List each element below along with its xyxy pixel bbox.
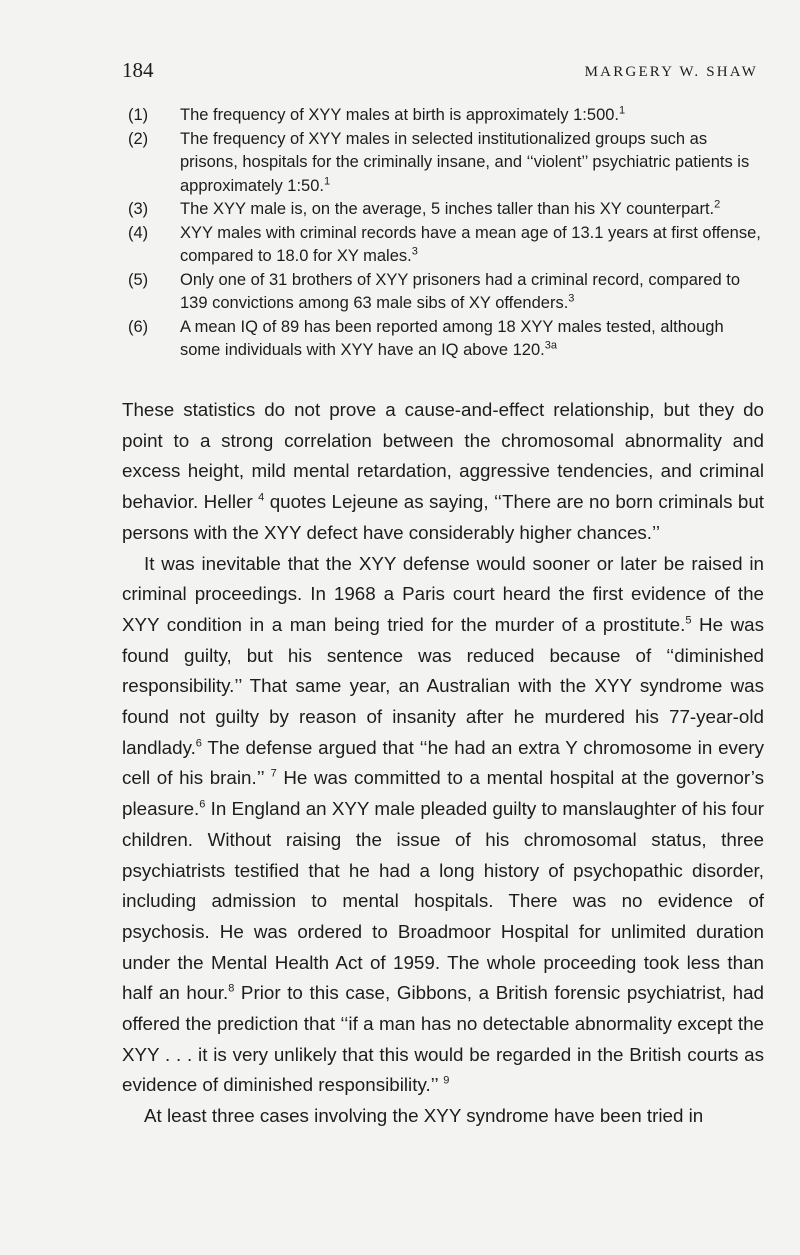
page-number: 184 <box>122 58 154 82</box>
item-number: (1) <box>128 106 149 124</box>
footnote-ref: 4 <box>258 491 265 504</box>
list-item <box>128 104 764 128</box>
paragraph-text: Prior to this case, Gibbons, a British forensic psychiatrist, had offered the prediction that ‘‘if a man has no detectable abnormality except the XYY . . . it is very unlikely that this would be regarded in the British courts as evidence of diminished responsibility.’’ <box>122 982 764 1096</box>
paragraph-text: He was committed to a mental hospital at the governor’s pleasure. <box>122 767 765 820</box>
list-item <box>128 269 764 316</box>
footnote-ref: 3 <box>411 245 418 258</box>
footnote-ref: 5 <box>685 614 692 627</box>
item-text: XYY males with criminal records have a mean age of 13.1 years at first offense, compared to 18.0 for XY males. <box>180 223 761 265</box>
footnote-ref: 7 <box>270 768 277 781</box>
body-text <box>122 395 764 1132</box>
item-text: The XYY male is, on the average, 5 inches taller than his XY counterpart. <box>180 200 715 218</box>
running-head: MARGERY W. SHAW <box>584 64 758 80</box>
paragraph-text: quotes Lejeune as saying, ‘‘There are no born criminals but persons with the XYY defect have considerably higher chances.’’ <box>122 491 764 543</box>
paragraph-text: He was found guilty, but his sentence was reduced because of ‘‘diminished responsibility.’’ That same year, an Australian with the XYY syndrome was found not guilty by reason of insanity after he murdered his 77-year-old landlady. <box>122 613 764 758</box>
findings-list <box>128 104 764 363</box>
list-item <box>128 316 764 363</box>
page-header <box>122 58 758 90</box>
footnote-ref: 1 <box>619 104 626 117</box>
item-text: The frequency of XYY males at birth is approximately 1:500. <box>180 106 620 124</box>
paragraph <box>122 395 764 549</box>
footnote-ref: 2 <box>714 198 721 211</box>
footnote-ref: 1 <box>324 175 331 187</box>
paragraph-text: The defense argued that ‘‘he had an extra Y chromosome in every cell of his brain.’’ <box>122 736 764 789</box>
item-text: The frequency of XYY males in selected institutionalized groups such as prisons, hospitals for the criminally insane, and ‘‘violent’’ psychiatric patients is approximately 1:50. <box>180 129 750 195</box>
paragraph-text: In England an XYY male pleaded guilty to manslaughter of his four children. Without raising the issue of his chromosomal status, three psychiatrists testified that he had a long history of psychopathic disorder, including admission to mental hospitals. There was no evidence of psychosis. He was ordered to Broadmoor Hospital for unlimited duration under the Mental Health Act of 1959. The whole proceeding took less than half an hour. <box>122 798 764 1004</box>
paragraph: At least three cases involving the XYY syndrome have been tried in <box>144 1105 704 1127</box>
footnote-ref: 6 <box>199 798 206 811</box>
item-number: (3) <box>128 200 149 218</box>
list-item <box>128 128 764 199</box>
footnote-ref: 3a <box>544 339 557 352</box>
paragraph <box>122 549 764 1102</box>
list-item <box>128 222 764 269</box>
paragraph-text: These statistics do not prove a cause-and-effect relationship, but they do point to a strong correlation between the chromosomal abnormality and excess height, mild mental retardation, aggressive tendencies, and criminal behavior. Heller <box>122 399 764 513</box>
item-number: (5) <box>128 270 149 289</box>
footnote-ref: 6 <box>195 737 202 750</box>
footnote-ref: 8 <box>228 983 235 996</box>
footnote-ref: 3 <box>568 292 575 305</box>
item-number: (6) <box>128 317 149 336</box>
item-number: (4) <box>128 223 149 242</box>
item-text: A mean IQ of 89 has been reported among 18 XYY males tested, although some individuals with XYY have an IQ above 120. <box>180 317 724 359</box>
item-text: Only one of 31 brothers of XYY prisoners had a criminal record, compared to 139 convictions among 63 male sibs of XY offenders. <box>180 270 741 312</box>
footnote-ref: 9 <box>443 1075 450 1088</box>
item-number: (2) <box>128 129 149 148</box>
paragraph-text: It was inevitable that the XYY defense would sooner or later be raised in criminal proceedings. In 1968 a Paris court heard the first evidence of the XYY condition in a man being tried for the murder of a prostitute. <box>122 552 764 635</box>
list-item <box>128 198 764 222</box>
